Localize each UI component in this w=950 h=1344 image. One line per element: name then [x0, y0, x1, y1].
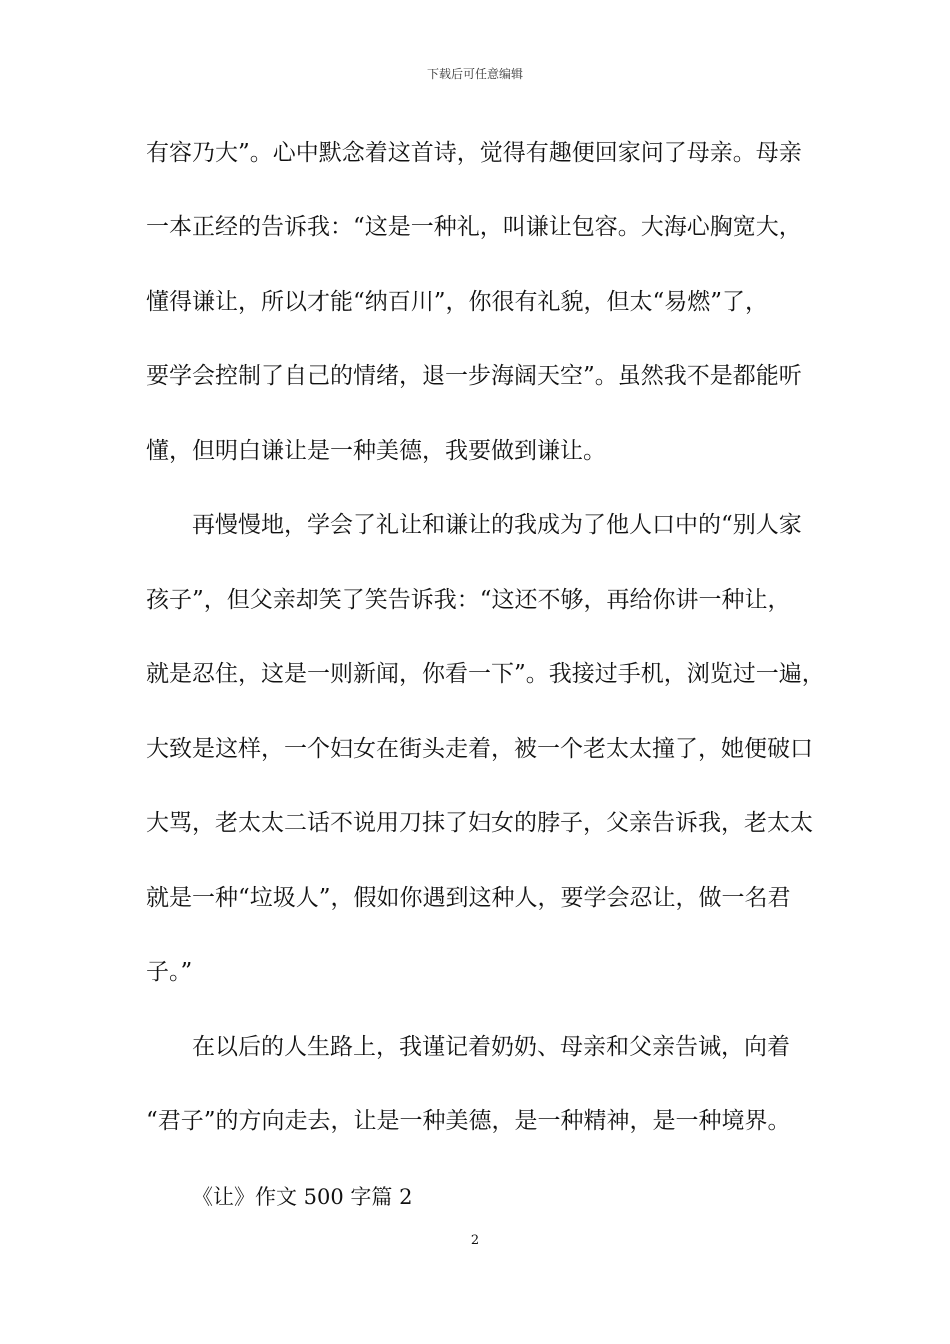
body-line: 孩子”，但父亲却笑了笑告诉我：“这还不够，再给你讲一种让，: [146, 587, 791, 613]
page-header: 下载后可任意编辑: [426, 67, 523, 81]
paragraph-start-line: 再慢慢地，学会了礼让和谦让的我成为了他人口中的“别人家: [192, 512, 802, 538]
body-line: 一本正经的告诉我：“这是一种礼，叫谦让包容。大海心胸宽大，: [146, 214, 802, 240]
body-line: 懂，但明白谦让是一种美德，我要做到谦让。: [146, 438, 606, 464]
body-line: 大致是这样，一个妇女在街头走着，被一个老太太撞了，她便破口: [146, 736, 813, 762]
body-line: “君子”的方向走去，让是一种美德，是一种精神，是一种境界。: [146, 1108, 791, 1134]
body-line: 要学会控制了自己的情绪，退一步海阔天空”。虽然我不是都能听: [146, 363, 802, 389]
section-heading: 《让》作文 500 字篇 2: [192, 1185, 413, 1209]
body-line: 大骂，老太太二话不说用刀抹了妇女的脖子，父亲告诉我，老太太: [146, 810, 813, 836]
body-line: 有容乃大”。心中默念着这首诗，觉得有趣便回家问了母亲。母亲: [146, 140, 802, 166]
body-line: 就是一种“垃圾人”，假如你遇到这种人，要学会忍让，做一名君: [146, 885, 791, 911]
page-number: 2: [470, 1233, 480, 1248]
body-line: 子。”: [146, 959, 193, 985]
paragraph-start-line: 在以后的人生路上，我谨记着奶奶、母亲和父亲告诫，向着: [192, 1034, 790, 1060]
body-line: 懂得谦让，所以才能“纳百川”，你很有礼貌，但太“易燃”了，: [146, 289, 769, 315]
body-line: 就是忍住，这是一则新闻，你看一下”。我接过手机，浏览过一遍，: [146, 661, 825, 687]
